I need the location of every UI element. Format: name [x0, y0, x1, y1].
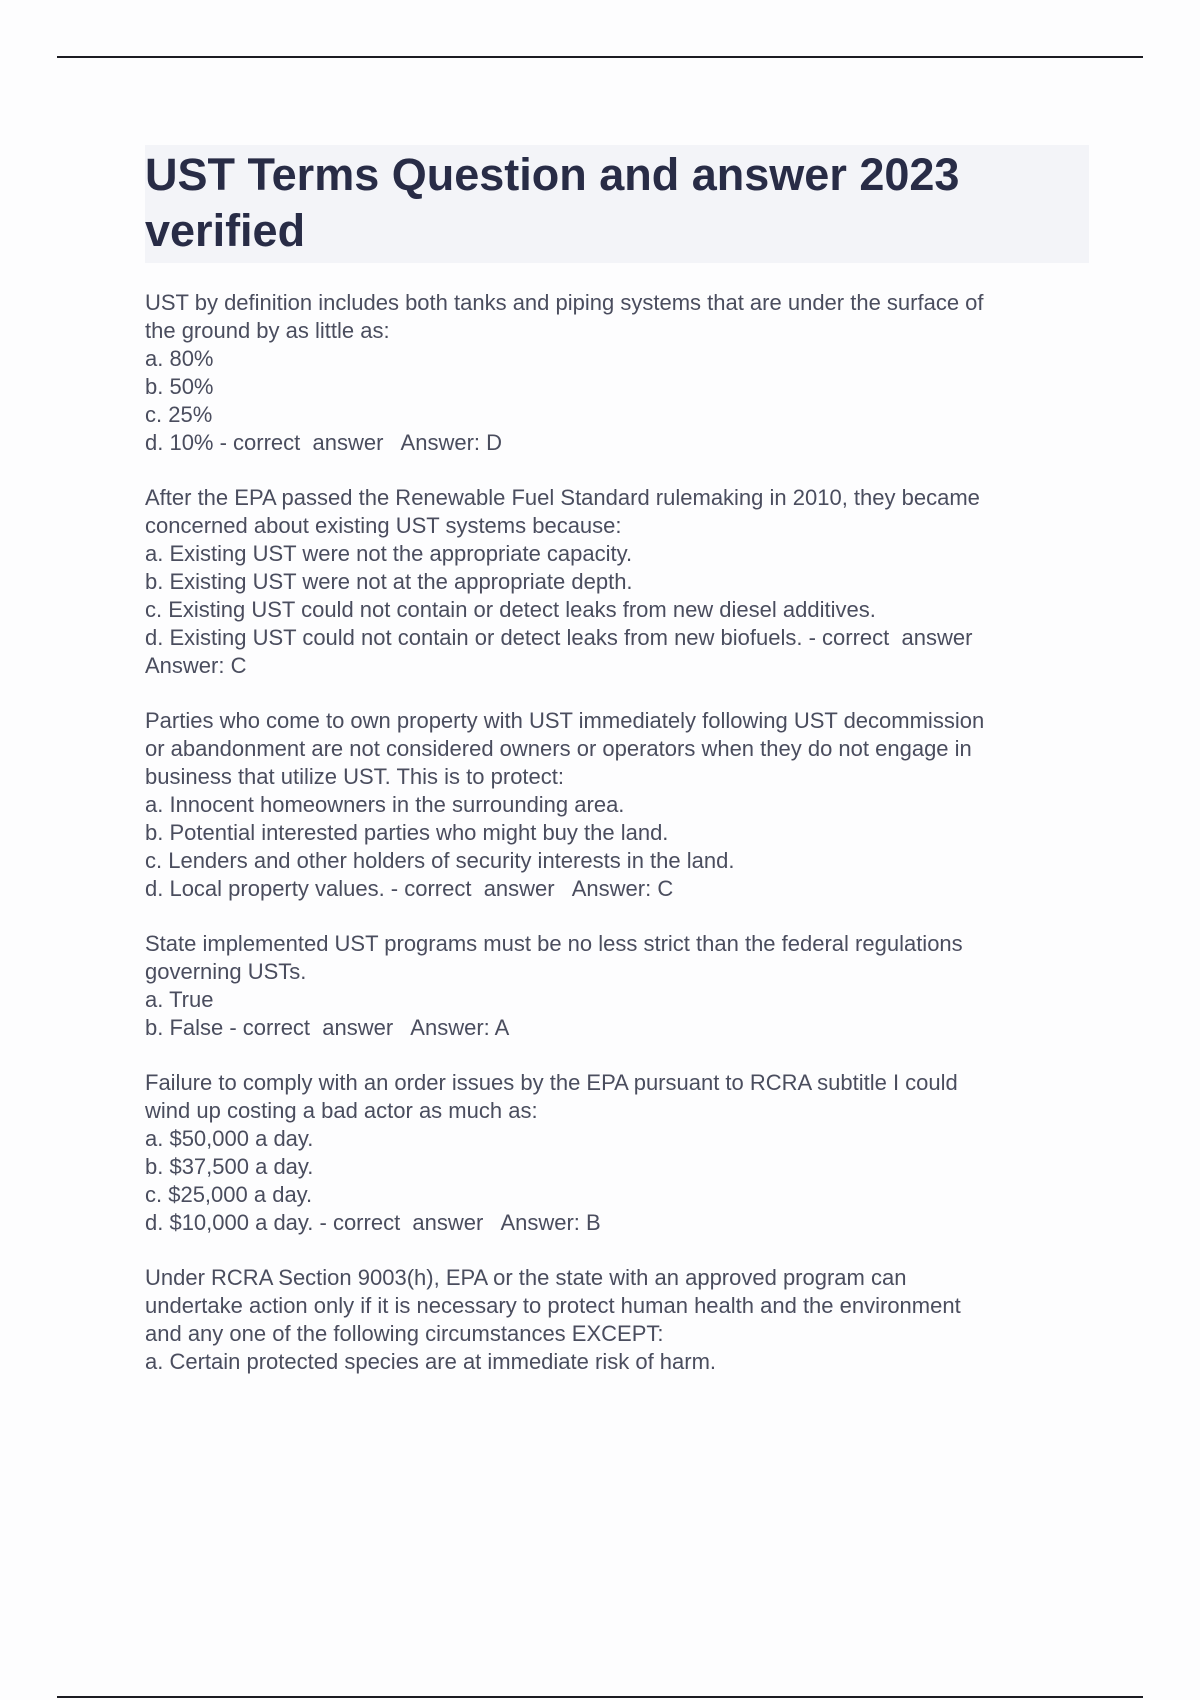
answer-option: a. True	[145, 987, 214, 1012]
document-content	[145, 145, 1089, 1403]
answer-option: a. Innocent homeowners in the surrounding area.	[145, 792, 625, 817]
answer-option: d. $10,000 a day. - correct answer Answer: B	[145, 1210, 601, 1235]
question-line: Parties who come to own property with UST immediately following UST decommission	[145, 708, 985, 733]
question-block	[145, 484, 1089, 680]
question-block	[145, 707, 1089, 903]
answer-option: b. False - correct answer Answer: A	[145, 1015, 510, 1040]
question-line: After the EPA passed the Renewable Fuel Standard rulemaking in 2010, they became	[145, 485, 980, 510]
bottom-rule	[57, 1696, 1143, 1698]
answer-option: d. 10% - correct answer Answer: D	[145, 430, 503, 455]
question-line: Failure to comply with an order issues by the EPA pursuant to RCRA subtitle I could	[145, 1070, 958, 1095]
answer-option: c. Existing UST could not contain or detect leaks from new diesel additives.	[145, 597, 876, 622]
question-line: or abandonment are not considered owners or operators when they do not engage in	[145, 736, 972, 761]
question-line: wind up costing a bad actor as much as:	[145, 1098, 538, 1123]
answer-option: d. Existing UST could not contain or detect leaks from new biofuels. - correct answer	[145, 625, 973, 650]
question-line: UST by definition includes both tanks and piping systems that are under the surface of	[145, 290, 984, 315]
answer-option: b. 50%	[145, 374, 214, 399]
question-block	[145, 930, 1089, 1042]
answer-option: c. Lenders and other holders of security interests in the land.	[145, 848, 735, 873]
document-title: UST Terms Question and answer 2023 verified	[145, 149, 960, 256]
answer-option: b. Potential interested parties who might buy the land.	[145, 820, 669, 845]
question-line: undertake action only if it is necessary to protect human health and the environment	[145, 1293, 961, 1318]
question-line: State implemented UST programs must be no less strict than the federal regulations	[145, 931, 963, 956]
answer-key: Answer: C	[145, 653, 247, 678]
title-box	[145, 145, 1089, 263]
question-line: governing USTs.	[145, 959, 307, 984]
answer-option: b. Existing UST were not at the appropriate depth.	[145, 569, 633, 594]
question-line: concerned about existing UST systems because:	[145, 513, 622, 538]
answer-option: a. Existing UST were not the appropriate capacity.	[145, 541, 633, 566]
question-block	[145, 1069, 1089, 1237]
question-line: and any one of the following circumstances EXCEPT:	[145, 1321, 664, 1346]
answer-option: c. $25,000 a day.	[145, 1182, 313, 1207]
answer-option: a. $50,000 a day.	[145, 1126, 314, 1151]
answer-option: b. $37,500 a day.	[145, 1154, 314, 1179]
question-block	[145, 289, 1089, 457]
question-block	[145, 1264, 1089, 1376]
answer-option: a. 80%	[145, 346, 214, 371]
answer-option: a. Certain protected species are at immediate risk of harm.	[145, 1349, 717, 1374]
question-line: the ground by as little as:	[145, 318, 390, 343]
top-rule	[57, 56, 1143, 58]
question-line: business that utilize UST. This is to protect:	[145, 764, 564, 789]
answer-option: d. Local property values. - correct answer Answer: C	[145, 876, 674, 901]
question-line: Under RCRA Section 9003(h), EPA or the state with an approved program can	[145, 1265, 907, 1290]
answer-option: c. 25%	[145, 402, 213, 427]
